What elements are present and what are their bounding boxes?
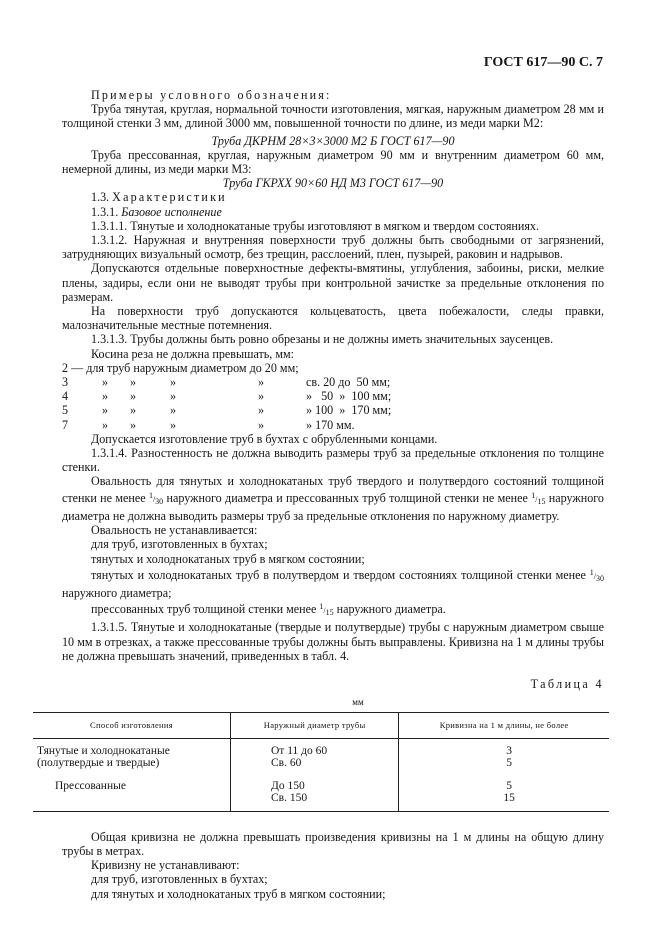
table-row: [33, 738, 609, 776]
fraction-1-15: $^1/_{15}$: [531, 490, 546, 506]
cut-slope-row: 4 » » » » » 50 » 100 мм;: [62, 389, 392, 404]
defects-paragraph: Допускаются отдельные поверхностные дефекты-вмятины, углубления, забоины, риски, мелкие плены, задиры, если они не выводят трубы при контрольной зачистке за предельные отклонения по размерам.: [62, 261, 604, 304]
page-header: ГОСТ 617—90 С. 7: [483, 55, 603, 70]
table-cell-curvature: 5 15: [399, 776, 609, 812]
curvature-table: [33, 712, 609, 812]
cut-slope-row: 7 » » » » » 170 мм.: [62, 417, 355, 432]
ovality-paragraph: Овальность для тянутых и холоднокатаных труб твердого и полутвердого состояний толщиной стенки не менее $^1/_{30}$ наружного диаметра и прессованных труб толщиной стенки не менее $^1/_{15}$ наружного диаметра не должна выводить размеры труб за предельные отклонения по наружному диаметру.: [62, 474, 604, 523]
ovality-item: тянутых и холоднокатаных труб в мягком состоянии;: [91, 551, 365, 566]
table-cell-curvature: 3 5: [399, 738, 609, 776]
ovality-item: прессованных труб толщиной стенки менее $^1/_{15}$ наружного диаметра.: [91, 602, 446, 618]
table-cell-diameter: От 11 до 60 Св. 60: [231, 738, 399, 776]
ovality-not-set: Овальность не устанавливается:: [91, 523, 258, 538]
curvature-item: для труб, изготовленных в бухтах;: [91, 872, 268, 887]
cut-slope-first: 2 — для труб наружным диаметром до 20 мм;: [62, 360, 299, 375]
section-1-3-1-title: Базовое исполнение: [121, 204, 222, 219]
cut-slope-row: 5 » » » » » 100 » 170 мм;: [62, 403, 392, 418]
clause-1-3-1-2: 1.3.1.2. Наружная и внутренняя поверхности труб должны быть свободными от загрязнений, затрудняющих визуальный осмотр, без трещин, расслоений, плен, пузырей, раковин и надрывов.: [62, 233, 604, 262]
section-1-3-number: 1.3.: [91, 190, 110, 205]
table-unit: мм: [352, 697, 364, 708]
example-2-code: Труба ГКРХХ 90×60 НД М3 ГОСТ 617—90: [222, 176, 444, 191]
table-cell-method: Тянутые и холоднокатаные (полутвердые и твердые): [37, 744, 170, 770]
example-1-text: Труба тянутая, круглая, нормальной точности изготовления, мягкая, наружным диаметром 28 мм и толщиной стенки 3 мм, длиной 3000 мм, повышенной точности по длине, из меди марки М2:: [62, 102, 604, 131]
table-row: [33, 776, 609, 812]
table-cell-diameter: До 150 Св. 150: [231, 776, 399, 812]
fraction-1-30: $^1/_{30}$: [589, 567, 604, 583]
table-header-cell: Способ изготовления: [33, 713, 231, 739]
table-header-row: [33, 713, 609, 739]
clause-1-3-1-3: 1.3.1.3. Трубы должны быть ровно обрезаны и не должны иметь значительных заусенцев.: [91, 332, 554, 347]
clause-1-3-1-4: 1.3.1.4. Разностенность не должна выводить размеры труб за предельные отклонения по толщине стенки.: [62, 446, 604, 475]
page-content: [37, 88, 604, 901]
curvature-item: для тянутых и холоднокатаных труб в мягком состоянии;: [91, 886, 386, 901]
table-caption: Таблица 4: [530, 676, 604, 691]
section-1-3-title: Характеристики: [112, 190, 227, 205]
examples-title: Примеры условного обозначения:: [91, 88, 332, 102]
total-curvature-paragraph: Общая кривизна не должна превышать произведения кривизны на 1 м длины на общую длину трубы в метрах.: [62, 829, 604, 859]
example-1-code: Труба ДКРНМ 28×3×3000 М2 Б ГОСТ 617—90: [211, 133, 455, 148]
cut-slope-intro: Косина реза не должна превышать, мм:: [91, 346, 295, 361]
table-header-cell: Наружный диаметр трубы: [231, 713, 399, 739]
ovality-item: для труб, изготовленных в бухтах;: [91, 537, 268, 552]
cut-slope-row: 3 » » » » св. 20 до 50 мм;: [62, 375, 391, 390]
section-1-3: [62, 190, 604, 204]
curvature-not-set: Кривизну не устанавливают:: [91, 858, 240, 873]
section-1-3-1: [62, 205, 604, 219]
table-cell-method: Прессованные: [33, 776, 231, 812]
ovality-item: тянутых и холоднокатаных труб в полутвердом и твердом состояниях толщиной стенки менее $^1/_{30}$ наружного диаметра;: [62, 567, 604, 600]
rings-paragraph: На поверхности труб допускаются кольцеватость, цвета побежалости, следы правки, малозначительные местные потемнения.: [62, 304, 604, 333]
section-1-3-1-number: 1.3.1.: [91, 204, 119, 219]
table-header-cell: Кривизна на 1 м длины, не более: [399, 713, 609, 739]
fraction-1-15: $^1/_{15}$: [319, 602, 334, 618]
example-2-text: Труба прессованная, круглая, наружным диаметром 90 мм и внутренним диаметром 60 мм, немерной длины, из меди марки М3:: [62, 147, 604, 177]
clause-1-3-1-5: 1.3.1.5. Тянутые и холоднокатаные (твердые и полутвердые) трубы с наружным диаметром свыше 10 мм в отрезках, а также прессованные трубы должны быть выправлены. Кривизна на 1 м длины трубы не должна превышать значений, приведенных в табл. 4.: [62, 620, 604, 663]
coil-paragraph: Допускается изготовление труб в бухтах с обрубленными концами.: [91, 431, 438, 446]
clause-1-3-1-1: 1.3.1.1. Тянутые и холоднокатаные трубы изготовляют в мягком и твердом состояниях.: [91, 218, 539, 233]
fraction-1-30: $^1/_{30}$: [148, 490, 164, 506]
